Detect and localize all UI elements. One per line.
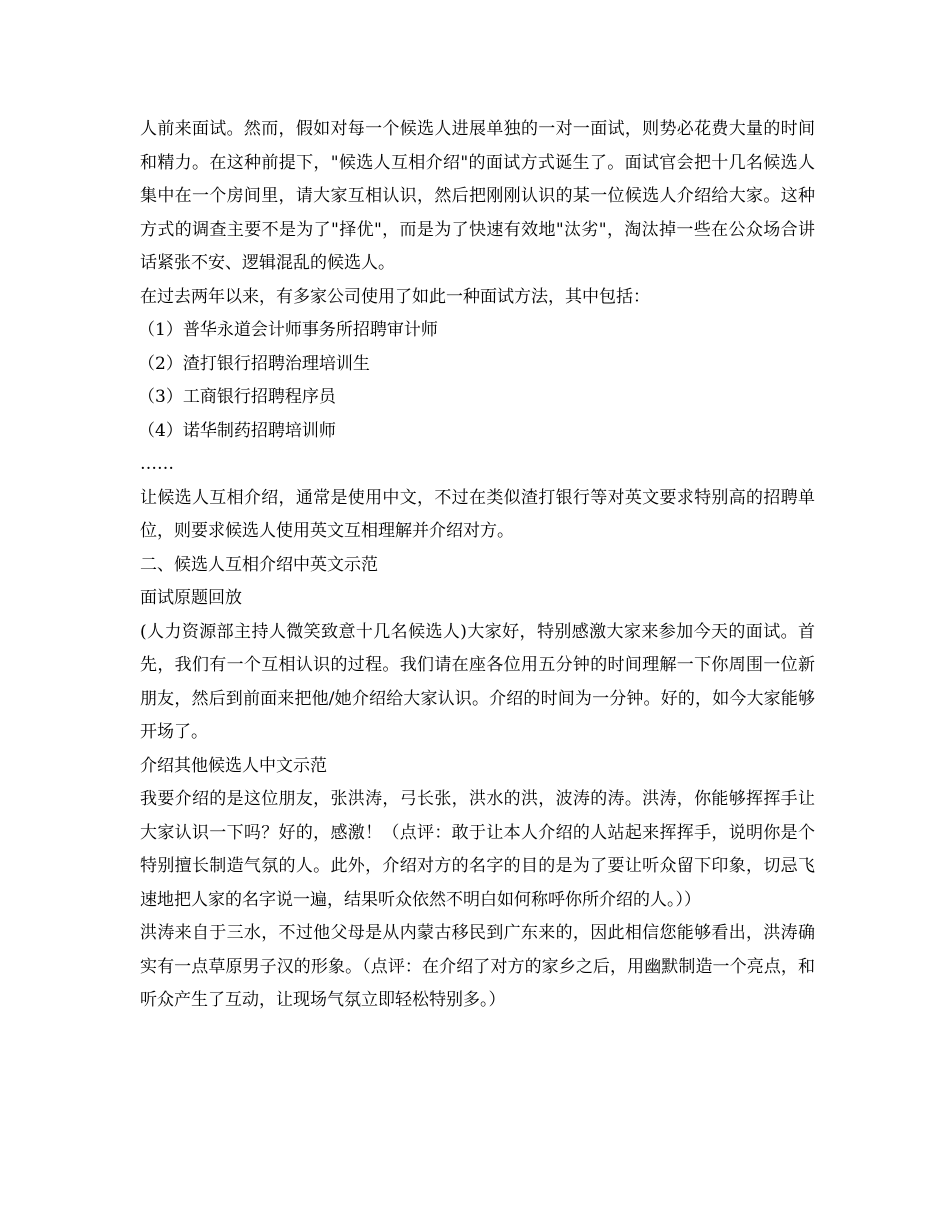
paragraph-demo-1: 我要介绍的是这位朋友，张洪涛，弓长张，洪水的洪，波涛的涛。洪涛，你能够挥挥手让大家认识一下吗？好的，感激！（点评：敢于让本人介绍的人站起来挥挥手，说明你是个特别擅长制造气氛的人。此外，介绍对方的名字的目的是为了要让听众留下印象，切忌飞速地把人家的名字说一遍，结果听众依然不明白如何称呼你所介绍的人。）） — [140, 789, 815, 910]
paragraph-intro: 人前来面试。然而，假如对每一个候选人进展单独的一对一面试，则势必花费大量的时间和精力。在这种前提下，"候选人互相介绍"的面试方式诞生了。面试官会把十几名候选人集中在一个房间里，请大家互相认识，然后把刚刚认识的某一位候选人介绍给大家。这种方式的调查主要不是为了"择优"，而是为了快速有效地"汰劣"，淘汰掉一些在公众场合讲话紧张不安、逻辑混乱的候选人。 — [140, 119, 815, 273]
paragraph-language: 让候选人互相介绍，通常是使用中文，不过在类似渣打银行等对英文要求特别高的招聘单位，则要求候选人使用英文互相理解并介绍对方。 — [140, 487, 815, 541]
paragraph-host-speech: (人力资源部主持人微笑致意十几名候选人)大家好，特别感激大家来参加今天的面试。首先，我们有一个互相认识的过程。我们请在座各位用五分钟的时间理解一下你周围一位新朋友，然后到前面来把他/她介绍给大家认识。介绍的时间为一分钟。好的，如今大家能够开场了。 — [140, 621, 815, 742]
document-body — [140, 113, 815, 1018]
paragraph-companies-lead: 在过去两年以来，有多家公司使用了如此一种面试方法，其中包括： — [140, 286, 650, 307]
list-item-1: （1）普华永道会计师事务所招聘审计师 — [138, 320, 438, 340]
list-item-2: （2）渣打银行招聘治理培训生 — [138, 353, 370, 374]
section-heading: 二、候选人互相介绍中英文示范 — [140, 554, 378, 575]
list-ellipsis: …… — [140, 454, 174, 474]
subheading-chinese-demo: 介绍其他候选人中文示范 — [140, 755, 327, 776]
subheading-question-replay: 面试原题回放 — [140, 588, 242, 608]
list-item-3: （3）工商银行招聘程序员 — [138, 387, 336, 407]
paragraph-demo-2: 洪涛来自于三水，不过他父母是从内蒙古移民到广东来的，因此相信您能够看出，洪涛确实有一点草原男子汉的形象。（点评：在介绍了对方的家乡之后，用幽默制造一个亮点，和听众产生了互动，让现场气氛立即轻松特别多。） — [140, 923, 815, 1010]
list-item-4: （4）诺华制药招聘培训师 — [138, 420, 336, 441]
